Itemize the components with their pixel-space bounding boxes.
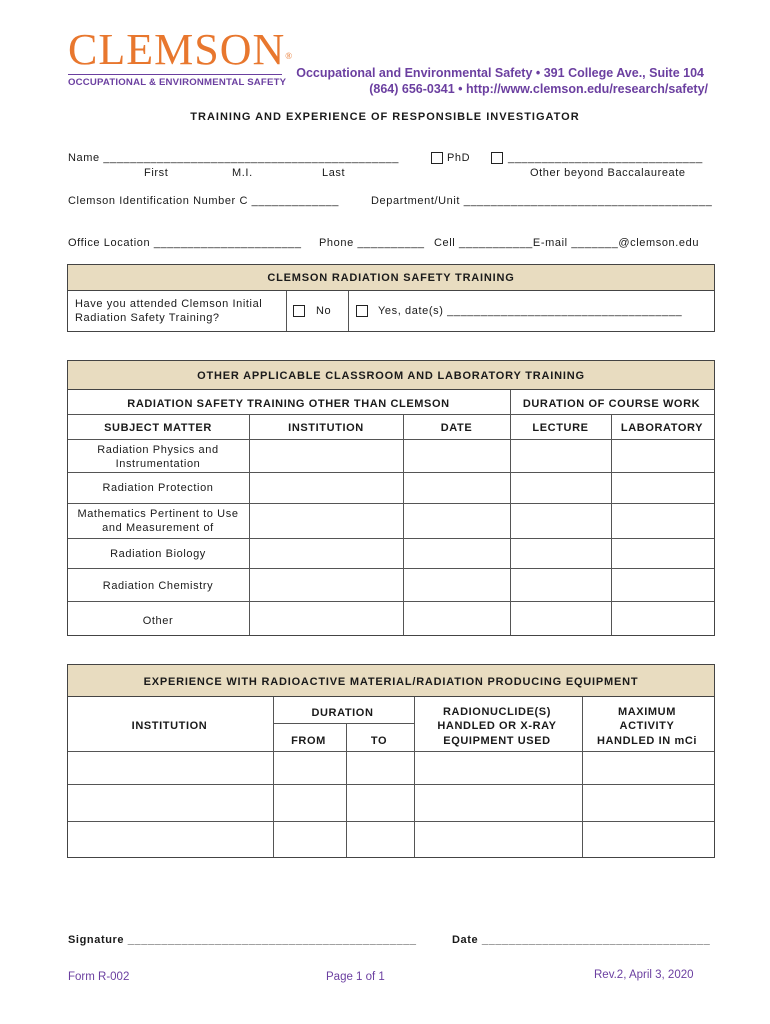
subject-protection: Radiation Protection — [102, 482, 214, 494]
mi-label: M.I. — [232, 167, 253, 179]
subject-biology: Radiation Biology — [110, 548, 206, 560]
cell-email-field[interactable]: Cell ___________E-mail _______@clemson.edu — [434, 237, 700, 249]
exp-col-max-line3: HANDLED IN mCi — [596, 735, 698, 747]
subject-math-line1: Mathematics Pertinent to Use — [77, 508, 239, 520]
no-checkbox[interactable] — [293, 305, 305, 317]
clemson-logo — [68, 25, 294, 74]
signature-field[interactable]: Signature ___________________________________________ — [68, 934, 417, 946]
exp-col-nuclide-line2: HANDLED OR X-RAY — [437, 720, 557, 732]
col-institution: INSTITUTION — [288, 422, 364, 434]
other-degree-label: Other beyond Baccalaureate — [530, 167, 686, 179]
department-field[interactable]: Department/Unit _____________________________________ — [371, 195, 713, 207]
experience-heading: EXPERIENCE WITH RADIOACTIVE MATERIAL/RADIATION PRODUCING EQUIPMENT — [143, 676, 639, 688]
logo-divider — [68, 74, 282, 75]
logo-wordmark: CLEMSON — [68, 25, 286, 74]
col-subject-matter: SUBJECT MATTER — [104, 422, 212, 434]
phd-checkbox[interactable] — [431, 152, 443, 164]
revision: Rev.2, April 3, 2020 — [594, 969, 694, 981]
other-training-heading: OTHER APPLICABLE CLASSROOM AND LABORATORY TRAINING — [197, 370, 585, 382]
no-label: No — [316, 305, 332, 317]
group-duration: DURATION OF COURSE WORK — [522, 398, 701, 410]
yes-dates-field[interactable]: Yes, date(s) ___________________________________ — [378, 305, 683, 317]
yes-checkbox[interactable] — [356, 305, 368, 317]
other-degree-checkbox[interactable] — [491, 152, 503, 164]
form-number: Form R-002 — [68, 971, 130, 983]
col-date: DATE — [440, 422, 473, 434]
exp-col-nuclide-line3: EQUIPMENT USED — [443, 735, 551, 747]
page-number: Page 1 of 1 — [326, 971, 385, 983]
date-field[interactable]: Date __________________________________ — [452, 934, 711, 946]
phd-label: PhD — [447, 152, 471, 164]
other-training-header — [67, 360, 715, 391]
col-laboratory: LABORATORY — [620, 422, 704, 434]
rad-training-header — [67, 264, 715, 292]
exp-col-duration: DURATION — [311, 707, 374, 719]
subject-physics-line2: Instrumentation — [115, 458, 201, 470]
rad-question-line2: Radiation Safety Training? — [75, 312, 220, 324]
last-label: Last — [322, 167, 346, 179]
experience-header — [67, 664, 715, 698]
address-line-2: (864) 656-0341 • http://www.clemson.edu/research/safety/ — [369, 82, 708, 96]
group-other-than-clemson: RADIATION SAFETY TRAINING OTHER THAN CLEMSON — [127, 398, 450, 410]
subject-math-line2: and Measurement of — [102, 522, 214, 534]
col-lecture: LECTURE — [532, 422, 589, 434]
name-field[interactable]: Name ____________________________________________ — [68, 152, 399, 164]
exp-col-institution: INSTITUTION — [131, 720, 208, 732]
rad-training-heading: CLEMSON RADIATION SAFETY TRAINING — [267, 272, 515, 284]
first-label: First — [144, 167, 169, 179]
phone-field[interactable]: Phone __________ — [319, 237, 425, 249]
exp-col-from: FROM — [291, 735, 326, 747]
exp-col-max-line1: MAXIMUM — [618, 706, 676, 718]
other-degree-field[interactable]: _____________________________ — [508, 152, 703, 164]
registered-mark: ® — [285, 51, 294, 61]
subject-chemistry: Radiation Chemistry — [102, 580, 214, 592]
office-location-field[interactable]: Office Location ______________________ — [68, 237, 302, 249]
exp-col-max-line2: ACTIVITY — [619, 720, 675, 732]
address-line-1: Occupational and Environmental Safety • 391 College Ave., Suite 104 — [296, 66, 704, 80]
logo-department: OCCUPATIONAL & ENVIRONMENTAL SAFETY — [68, 77, 287, 88]
subject-other: Other — [142, 615, 174, 627]
exp-col-nuclide-line1: RADIONUCLIDE(S) — [443, 706, 551, 718]
subject-physics-line1: Radiation Physics and — [97, 444, 219, 456]
cuid-field[interactable]: Clemson Identification Number C _____________ — [68, 195, 339, 207]
rad-question-line1: Have you attended Clemson Initial — [75, 298, 263, 310]
form-title: TRAINING AND EXPERIENCE OF RESPONSIBLE INVESTIGATOR — [190, 111, 580, 123]
exp-col-to: TO — [370, 735, 388, 747]
